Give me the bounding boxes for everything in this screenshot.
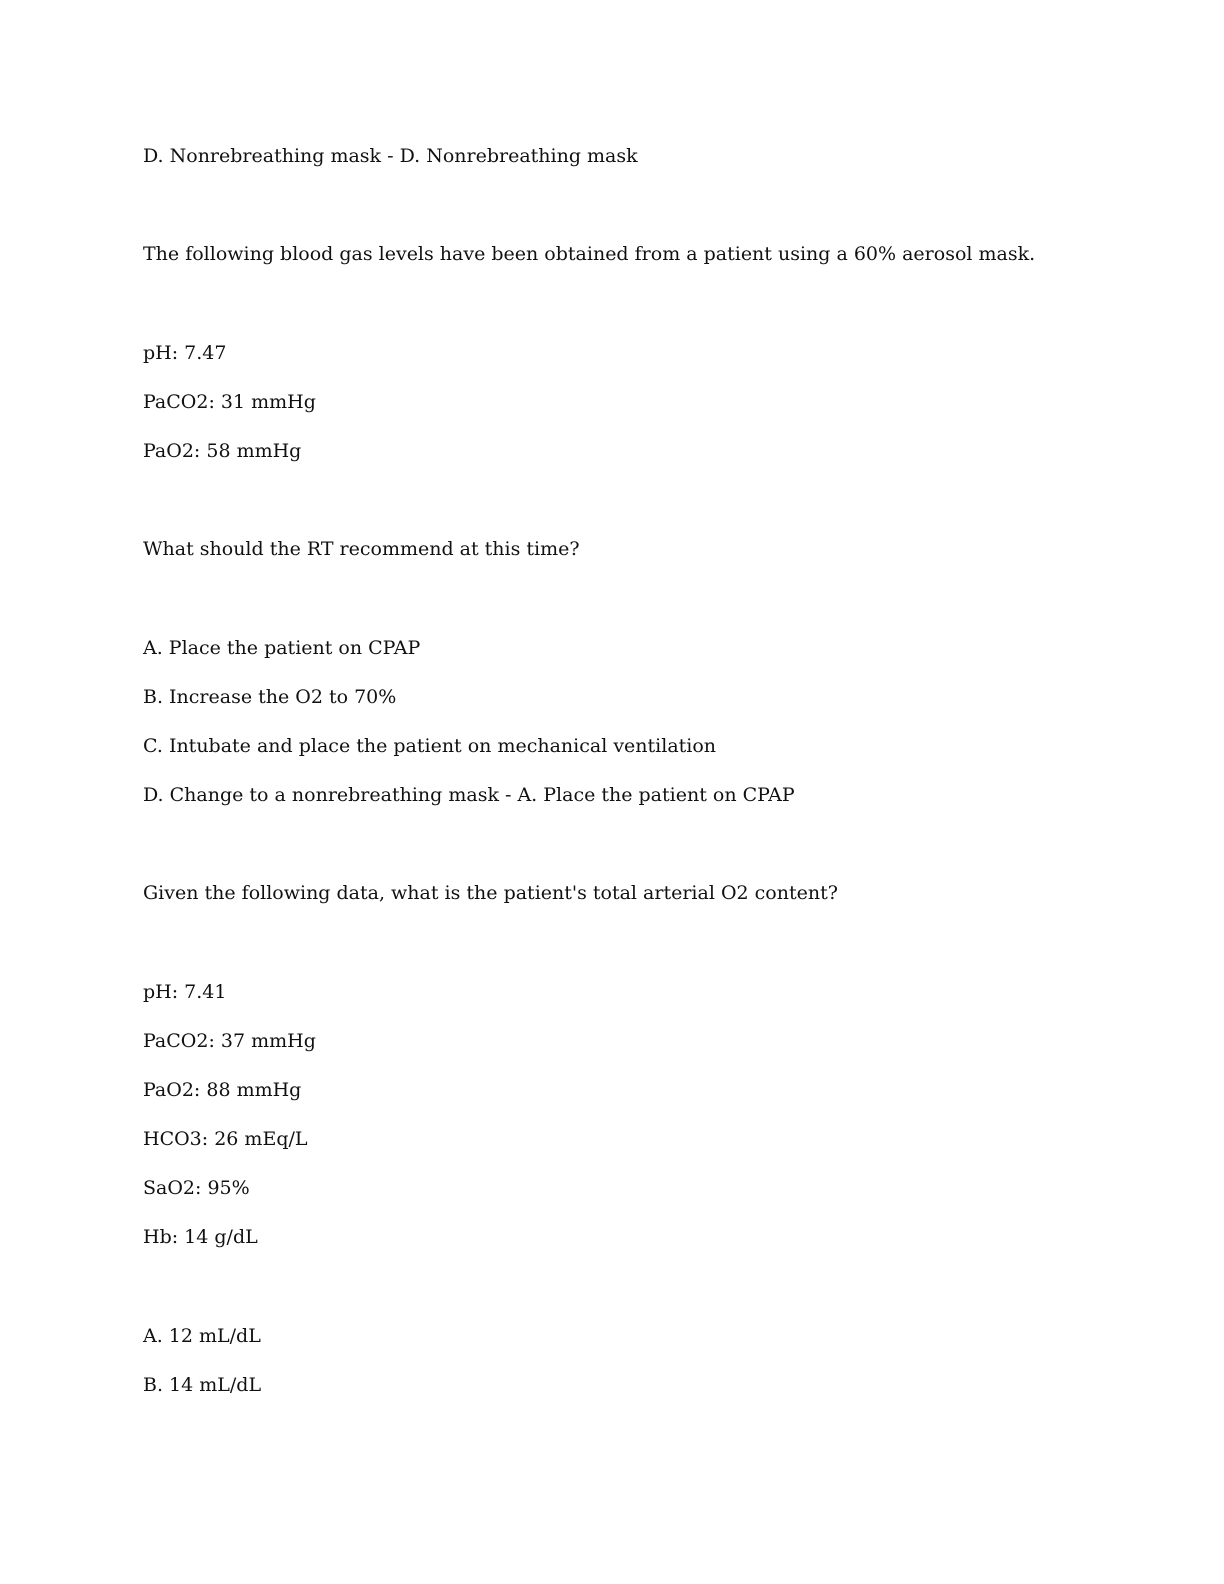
- question-2-text: Given the following data, what is the patient's total arterial O2 content?: [143, 882, 838, 904]
- q1-option-c: C. Intubate and place the patient on mechanical ventilation: [143, 735, 717, 757]
- q2-value-sao2: SaO2: 95%: [143, 1177, 250, 1199]
- question-1-intro: The following blood gas levels have been obtained from a patient using a 60% aerosol mask.: [143, 243, 1036, 265]
- q2-option-b: B. 14 mL/dL: [143, 1374, 262, 1396]
- q2-value-ph: pH: 7.41: [143, 981, 227, 1003]
- q1-value-paco2: PaCO2: 31 mmHg: [143, 391, 316, 413]
- previous-answer: D. Nonrebreathing mask - D. Nonrebreathing mask: [143, 145, 638, 167]
- q2-value-pao2: PaO2: 88 mmHg: [143, 1079, 302, 1101]
- q1-option-a: A. Place the patient on CPAP: [143, 637, 421, 659]
- question-1-text: What should the RT recommend at this time?: [143, 538, 580, 560]
- q1-value-pao2: PaO2: 58 mmHg: [143, 440, 302, 462]
- q2-value-hco3: HCO3: 26 mEq/L: [143, 1128, 308, 1150]
- q2-value-hb: Hb: 14 g/dL: [143, 1226, 258, 1248]
- q1-value-ph: pH: 7.47: [143, 342, 227, 364]
- q2-option-a: A. 12 mL/dL: [143, 1325, 261, 1347]
- q1-option-b: B. Increase the O2 to 70%: [143, 686, 397, 708]
- q1-option-d: D. Change to a nonrebreathing mask - A. Place the patient on CPAP: [143, 784, 795, 806]
- q2-value-paco2: PaCO2: 37 mmHg: [143, 1030, 316, 1052]
